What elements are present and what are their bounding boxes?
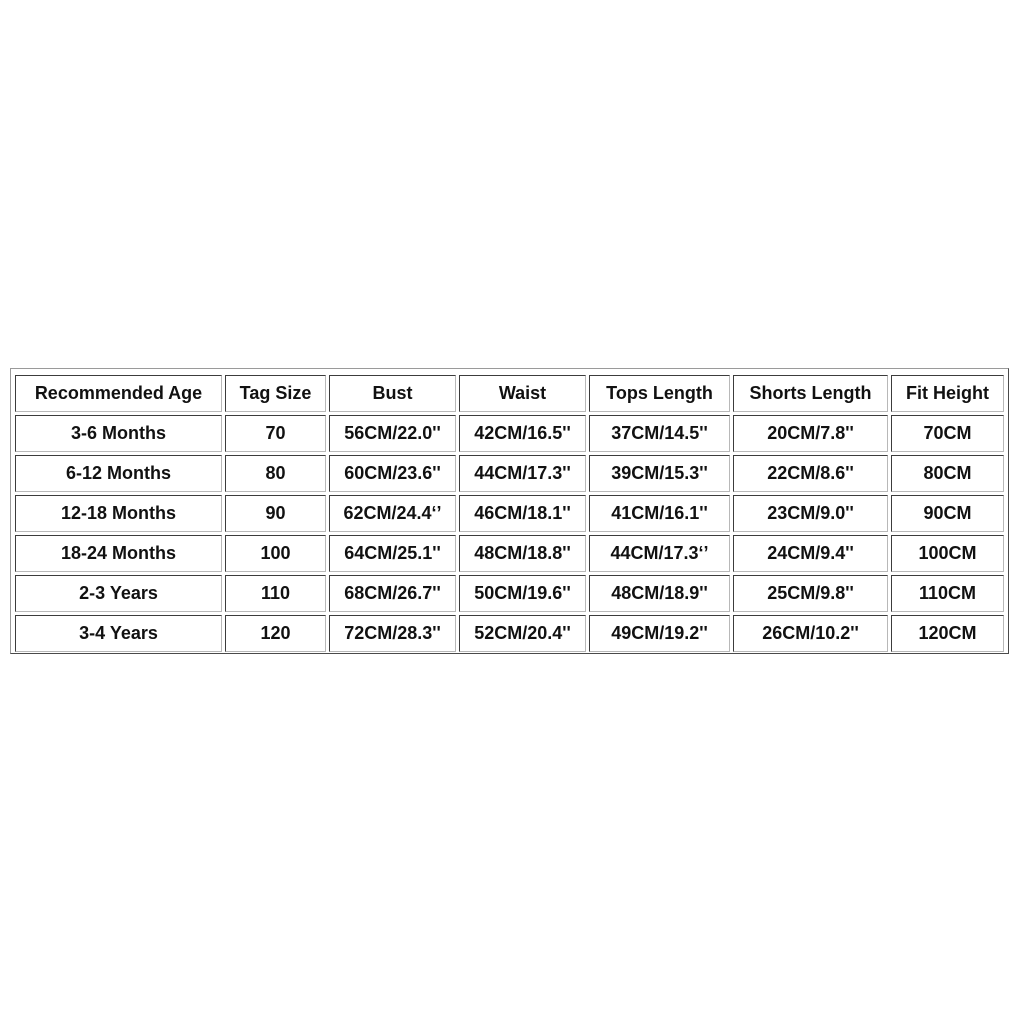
cell-shorts-length: 20CM/7.8'' <box>733 415 888 452</box>
cell-shorts-length: 24CM/9.4'' <box>733 535 888 572</box>
cell-tops-length: 44CM/17.3‘’ <box>589 535 730 572</box>
cell-shorts-length: 23CM/9.0'' <box>733 495 888 532</box>
cell-bust: 72CM/28.3'' <box>329 615 456 652</box>
cell-tag-size: 70 <box>225 415 326 452</box>
cell-waist: 50CM/19.6'' <box>459 575 586 612</box>
cell-recommended-age: 18-24 Months <box>15 535 222 572</box>
cell-shorts-length: 25CM/9.8'' <box>733 575 888 612</box>
cell-bust: 68CM/26.7'' <box>329 575 456 612</box>
cell-tag-size: 120 <box>225 615 326 652</box>
cell-tag-size: 100 <box>225 535 326 572</box>
cell-fit-height: 100CM <box>891 535 1004 572</box>
column-header-tag-size: Tag Size <box>225 375 326 412</box>
cell-recommended-age: 2-3 Years <box>15 575 222 612</box>
cell-bust: 60CM/23.6'' <box>329 455 456 492</box>
cell-tops-length: 39CM/15.3'' <box>589 455 730 492</box>
cell-fit-height: 70CM <box>891 415 1004 452</box>
table-row <box>15 575 1004 612</box>
column-header-bust: Bust <box>329 375 456 412</box>
table-row <box>15 535 1004 572</box>
cell-waist: 44CM/17.3'' <box>459 455 586 492</box>
cell-shorts-length: 26CM/10.2'' <box>733 615 888 652</box>
cell-tag-size: 90 <box>225 495 326 532</box>
cell-waist: 48CM/18.8'' <box>459 535 586 572</box>
cell-tag-size: 80 <box>225 455 326 492</box>
cell-shorts-length: 22CM/8.6'' <box>733 455 888 492</box>
cell-recommended-age: 6-12 Months <box>15 455 222 492</box>
column-header-fit-height: Fit Height <box>891 375 1004 412</box>
header-row <box>15 375 1004 412</box>
cell-tops-length: 48CM/18.9'' <box>589 575 730 612</box>
cell-fit-height: 120CM <box>891 615 1004 652</box>
cell-waist: 52CM/20.4'' <box>459 615 586 652</box>
cell-recommended-age: 3-6 Months <box>15 415 222 452</box>
column-header-shorts-length: Shorts Length <box>733 375 888 412</box>
table-row <box>15 615 1004 652</box>
column-header-recommended-age: Recommended Age <box>15 375 222 412</box>
cell-tops-length: 41CM/16.1'' <box>589 495 730 532</box>
cell-tops-length: 37CM/14.5'' <box>589 415 730 452</box>
table-row <box>15 415 1004 452</box>
size-chart-frame <box>10 368 1009 654</box>
cell-recommended-age: 3-4 Years <box>15 615 222 652</box>
table-row <box>15 495 1004 532</box>
column-header-waist: Waist <box>459 375 586 412</box>
table-row <box>15 455 1004 492</box>
cell-waist: 42CM/16.5'' <box>459 415 586 452</box>
cell-fit-height: 80CM <box>891 455 1004 492</box>
cell-tops-length: 49CM/19.2'' <box>589 615 730 652</box>
cell-recommended-age: 12-18 Months <box>15 495 222 532</box>
cell-fit-height: 110CM <box>891 575 1004 612</box>
cell-waist: 46CM/18.1'' <box>459 495 586 532</box>
cell-tag-size: 110 <box>225 575 326 612</box>
cell-bust: 62CM/24.4‘’ <box>329 495 456 532</box>
cell-fit-height: 90CM <box>891 495 1004 532</box>
cell-bust: 64CM/25.1'' <box>329 535 456 572</box>
column-header-tops-length: Tops Length <box>589 375 730 412</box>
cell-bust: 56CM/22.0'' <box>329 415 456 452</box>
size-chart-table <box>12 372 1007 655</box>
